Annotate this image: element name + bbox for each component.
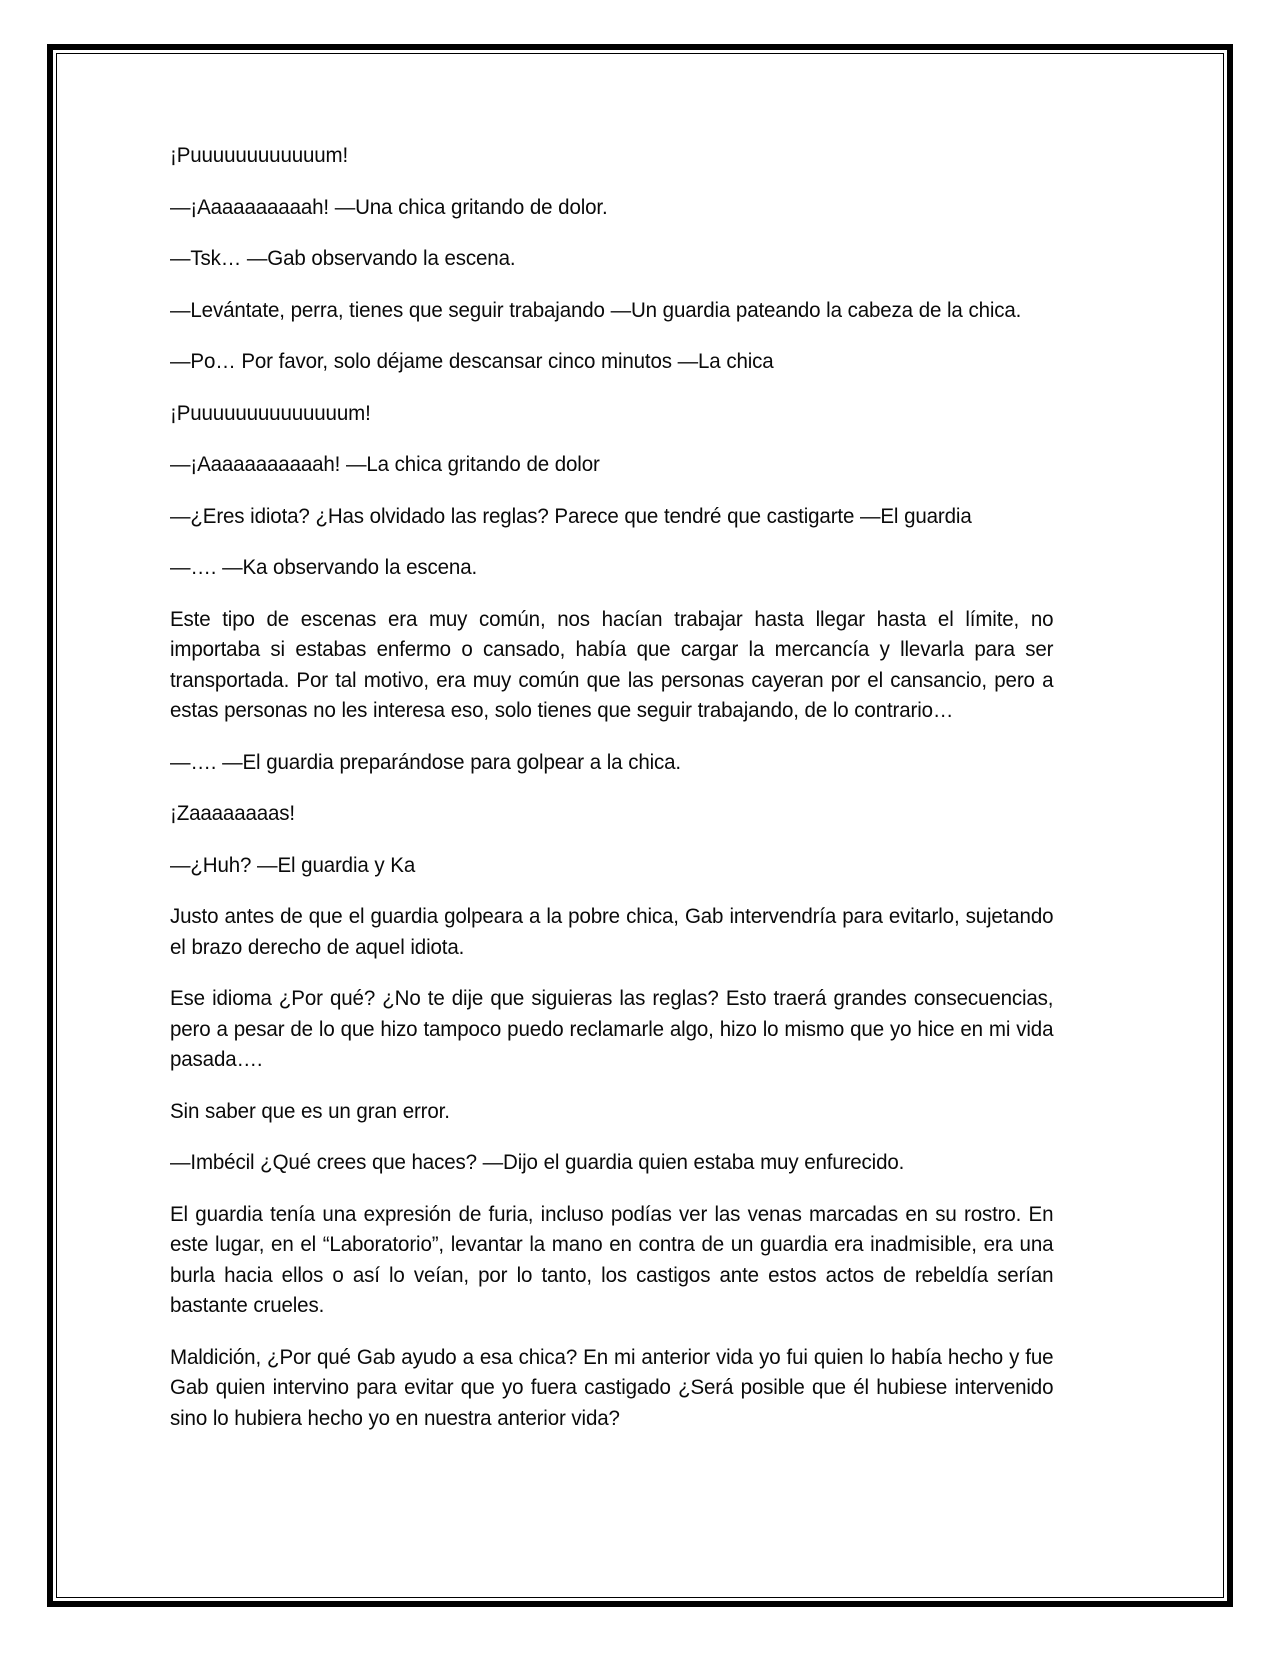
paragraph-narration-4: Sin saber que es un gran error. (170, 1098, 450, 1123)
paragraph-dialogue-3: —Levántate, perra, tienes que seguir trabajando —Un guardia pateando la cabeza de la chica. (170, 297, 1022, 322)
paragraph-narration-5: El guardia tenía una expresión de furia, incluso podías ver las venas marcadas en su rostro. En este lugar, en el “Laboratorio”, levantar la mano en contra de un guardia era inadmisible, era una burla hacia ellos o así lo veían, por lo tanto, los castigos ante estos actos de rebeldía serían bastante crueles. (170, 1201, 1054, 1318)
paragraph-narration-3: Ese idioma ¿Por qué? ¿No te dije que siguieras las reglas? Esto traerá grandes consecuencias, pero a pesar de lo que hizo tampoco puedo reclamarle algo, hizo lo mismo que yo hice en mi vida pasada…. (170, 986, 1054, 1072)
paragraph-dialogue-5: —¡Aaaaaaaaaaah! —La chica gritando de dolor (170, 452, 600, 477)
paragraph-sound-effect-2: ¡Puuuuuuuuuuuuuum! (170, 400, 371, 425)
paragraph-dialogue-2: —Tsk… —Gab observando la escena. (170, 246, 516, 271)
paragraph-dialogue-1: —¡Aaaaaaaaaah! —Una chica gritando de dolor. (170, 194, 608, 219)
paragraph-dialogue-7: —…. —Ka observando la escena. (170, 555, 478, 580)
paragraph-dialogue-4: —Po… Por favor, solo déjame descansar cinco minutos —La chica (170, 349, 774, 374)
paragraph-narration-2: Justo antes de que el guardia golpeara a la pobre chica, Gab intervendría para evitarlo, sujetando el brazo derecho de aquel idiota. (170, 904, 1054, 959)
document-text-column (170, 140, 1054, 1433)
paragraph-dialogue-10: —Imbécil ¿Qué crees que haces? —Dijo el guardia quien estaba muy enfurecido. (170, 1150, 905, 1175)
paragraph-dialogue-9: —¿Huh? —El guardia y Ka (170, 852, 416, 877)
document-border-outer (47, 44, 1233, 1607)
paragraph-sound-effect-1: ¡Puuuuuuuuuuuum! (170, 143, 349, 167)
document-border-inner (56, 53, 1224, 1598)
paragraph-narration-1: Este tipo de escenas era muy común, nos hacían trabajar hasta llegar hasta el límite, no importaba si estabas enfermo o cansado, había que cargar la mercancía y llevarla para ser transportada. Por tal motivo, era muy común que las personas cayeran por el cansancio, pero a estas personas no les interesa eso, solo tienes que seguir trabajando, de lo contrario… (170, 606, 1054, 723)
paragraph-sound-effect-3: ¡Zaaaaaaaas! (170, 801, 295, 826)
paragraph-dialogue-6: —¿Eres idiota? ¿Has olvidado las reglas? Parece que tendré que castigarte —El guardia (170, 503, 972, 528)
paragraph-narration-6: Maldición, ¿Por qué Gab ayudo a esa chica? En mi anterior vida yo fui quien lo había hecho y fue Gab quien intervino para evitar que yo fuera castigado ¿Será posible que él hubiese intervenido sino lo hubiera hecho yo en nuestra anterior vida? (170, 1344, 1054, 1430)
paragraph-dialogue-8: —…. —El guardia preparándose para golpear a la chica. (170, 749, 681, 774)
